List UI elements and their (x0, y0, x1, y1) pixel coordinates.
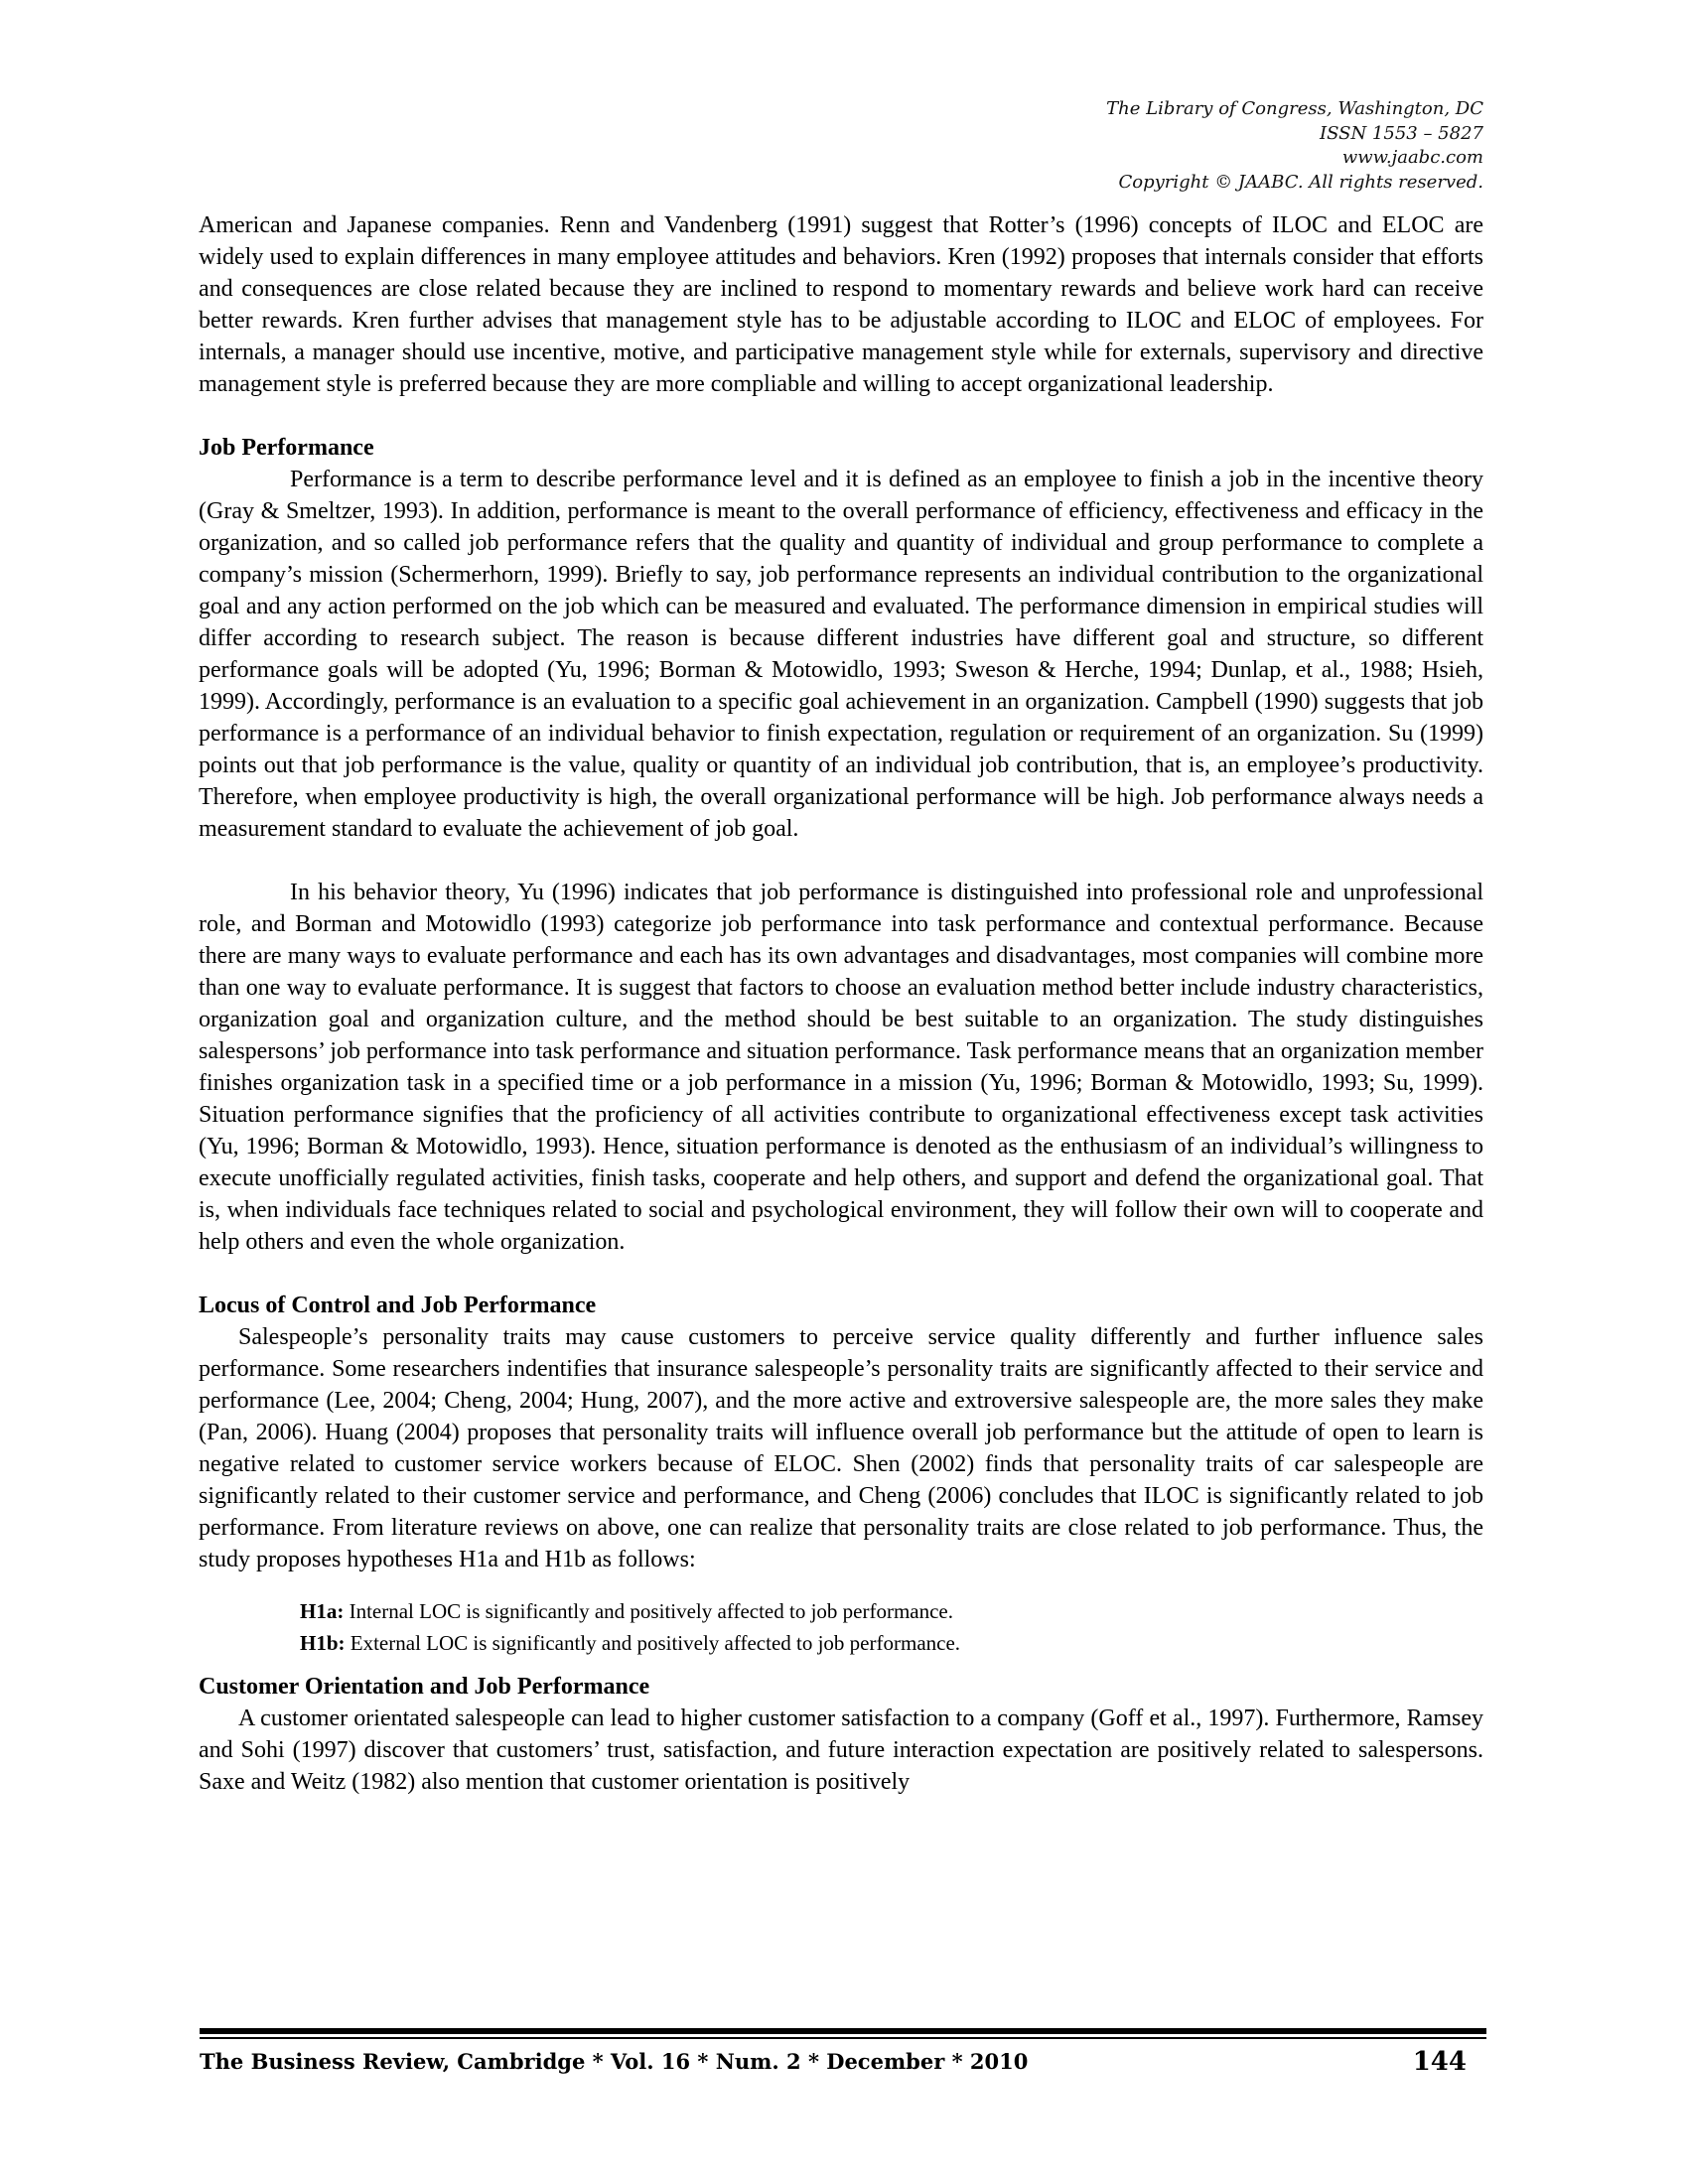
footer-rule-thin (200, 2037, 1486, 2039)
section-heading-job-performance: Job Performance (199, 435, 374, 461)
hypothesis-h1a-text: Internal LOC is significantly and positively affected to job performance. (344, 1599, 954, 1623)
hypotheses-list (199, 1595, 1483, 1659)
running-header (1106, 97, 1483, 195)
job-performance-paragraph-1: Performance is a term to describe performance level and it is defined as an employee to finish a job in the incentive theory (Gray & Smeltzer, 1993). In addition, performance is meant to the overall performance of efficiency, effectiveness and efficacy in the organization, and so called job performance refers that the quality and quantity of individual and group performance to complete a company’s mission (Schermerhorn, 1999). Briefly to say, job performance represents an individual contribution to the organizational goal and any action performed on the job which can be measured and evaluated. The performance dimension in empirical studies will differ according to research subject. The reason is because different industries have different goal and structure, so different performance goals will be adopted (Yu, 1996; Borman & Motowidlo, 1993; Sweson & Herche, 1994; Dunlap, et al., 1988; Hsieh, 1999). Accordingly, performance is an evaluation to a specific goal achievement in an organization. Campbell (1990) suggests that job performance is a performance of an individual behavior to finish expectation, regulation or requirement of an organization. Su (1999) points out that job performance is the value, quality or quantity of an individual job contribution, that is, an employee’s productivity. Therefore, when employee productivity is high, the overall organizational performance will be high. Job performance always needs a measurement standard to evaluate the achievement of job goal. (199, 467, 1483, 842)
footer-journal-info: The Business Review, Cambridge * Vol. 16 * Num. 2 * December * 2010 (200, 2049, 1029, 2074)
footer-rule-thick (200, 2028, 1486, 2034)
header-copyright: Copyright © JAABC. All rights reserved. (1118, 171, 1483, 193)
hypothesis-h1b-label: H1b: (300, 1631, 346, 1655)
article-body (199, 209, 1483, 1798)
section-heading-customer-orientation: Customer Orientation and Job Performance (199, 1674, 650, 1700)
page-number: 144 (1412, 2047, 1467, 2077)
running-footer (200, 2049, 1486, 2083)
hypothesis-h1b (300, 1627, 1483, 1659)
header-website: www.jaabc.com (1341, 147, 1483, 168)
header-library: The Library of Congress, Washington, DC (1106, 98, 1483, 119)
hypothesis-h1b-text: External LOC is significantly and positively affected to job performance. (345, 1631, 961, 1655)
header-issn: ISSN 1553 – 5827 (1320, 122, 1483, 144)
hypothesis-h1a-label: H1a: (300, 1599, 345, 1623)
section-heading-locus-of-control: Locus of Control and Job Performance (199, 1293, 597, 1318)
customer-orientation-paragraph: A customer orientated salespeople can lead to higher customer satisfaction to a company (Goff et al., 1997). Furthermore, Ramsey and Sohi (1997) discover that customers’ trust, satisfaction, and future interaction expectation are positively related to salespersons. Saxe and Weitz (1982) also mention that customer orientation is positively (199, 1706, 1483, 1795)
intro-paragraph: American and Japanese companies. Renn and Vandenberg (1991) suggest that Rotter’s (1996) concepts of ILOC and ELOC are widely used to explain differences in many employee attitudes and behaviors. Kren (1992) proposes that internals consider that efforts and consequences are close related because they are inclined to respond to momentary rewards and believe work hard can receive better rewards. Kren further advises that management style has to be adjustable according to ILOC and ELOC of employees. For internals, a manager should use incentive, motive, and participative management style while for externals, supervisory and directive management style is preferred because they are more compliable and willing to accept organizational leadership. (199, 212, 1483, 397)
hypothesis-h1a (300, 1595, 1483, 1627)
locus-of-control-paragraph: Salespeople’s personality traits may cause customers to perceive service quality differently and further influence sales performance. Some researchers indentifies that insurance salespeople’s personality traits are significantly affected to their service and performance (Lee, 2004; Cheng, 2004; Hung, 2007), and the more active and extroversive salespeople are, the more sales they make (Pan, 2006). Huang (2004) proposes that personality traits will influence overall job performance but the attitude of open to learn is negative related to customer service workers because of ELOC. Shen (2002) finds that personality traits of car salespeople are significantly related to their customer service and performance, and Cheng (2006) concludes that ILOC is significantly related to job performance. From literature reviews on above, one can realize that personality traits are close related to job performance. Thus, the study proposes hypotheses H1a and H1b as follows: (199, 1324, 1483, 1572)
job-performance-paragraph-2: In his behavior theory, Yu (1996) indicates that job performance is distinguished into professional role and unprofessional role, and Borman and Motowidlo (1993) categorize job performance into task performance and contextual performance. Because there are many ways to evaluate performance and each has its own advantages and disadvantages, most companies will combine more than one way to evaluate performance. It is suggest that factors to choose an evaluation method better include industry characteristics, organization goal and organization culture, and the method should be best suitable to an organization. The study distinguishes salespersons’ job performance into task performance and situation performance. Task performance means that an organization member finishes organization task in a specified time or a job performance in a mission (Yu, 1996; Borman & Motowidlo, 1993; Su, 1999). Situation performance signifies that the proficiency of all activities contribute to organizational effectiveness except task activities (Yu, 1996; Borman & Motowidlo, 1993). Hence, situation performance is denoted as the enthusiasm of an individual’s willingness to execute unofficially regulated activities, finish tasks, cooperate and help others, and support and defend the organizational goal. That is, when individuals face techniques related to social and psychological environment, they will follow their own will to cooperate and help others and even the whole organization. (199, 880, 1483, 1255)
